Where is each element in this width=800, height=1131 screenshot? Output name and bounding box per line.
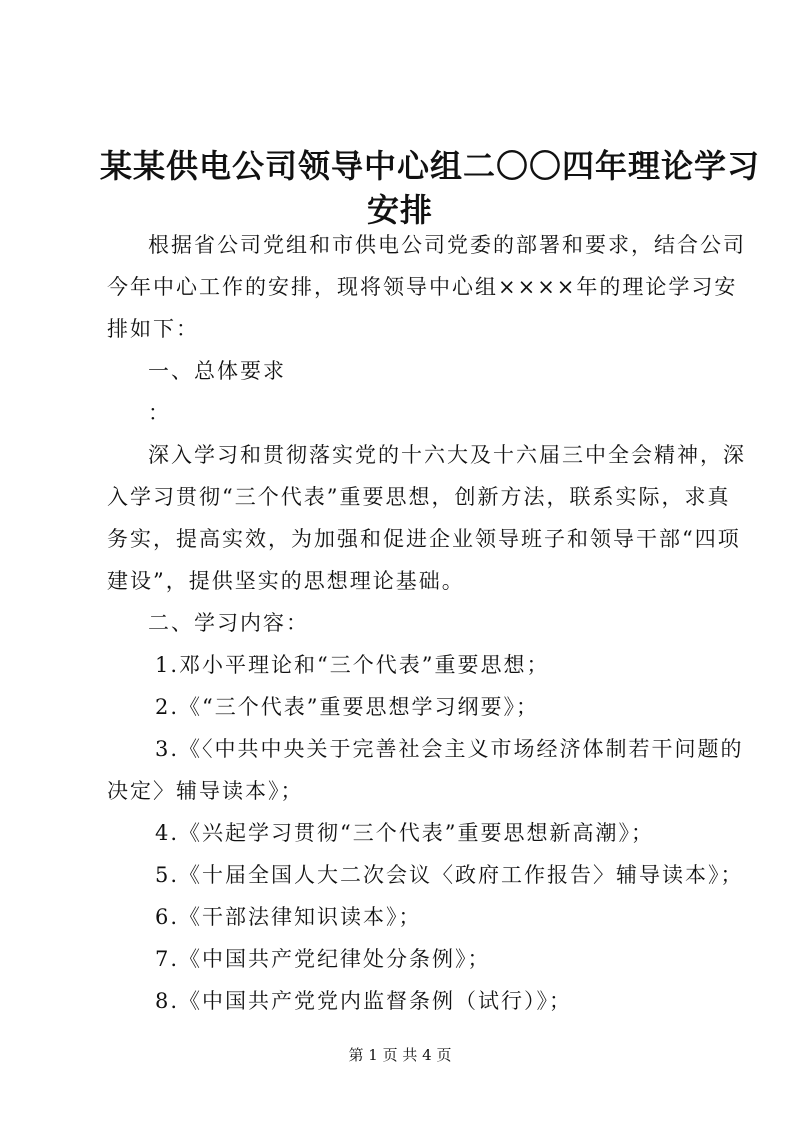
document-title-line2: 安排 xyxy=(366,191,433,229)
list-item-8: 8.《中国共产党党内监督条例（试行）》； xyxy=(155,989,573,1013)
intro-line-2: 今年中心工作的安排，现将领导中心组××××年的理论学习安 xyxy=(107,275,738,299)
list-item-2: 2.《“三个代表”重要思想学习纲要》； xyxy=(155,695,540,719)
list-item-5: 5.《十届全国人大二次会议〈政府工作报告〉辅导读本》； xyxy=(155,863,744,887)
colon-line: ： xyxy=(148,401,171,425)
list-item-6: 6.《干部法律知识读本》； xyxy=(155,905,422,929)
section2-heading: 二、学习内容： xyxy=(148,611,309,635)
section1-body-line-3: 务实，提高实效，为加强和促进企业领导班子和领导干部“四项 xyxy=(107,527,741,551)
section1-body-line-4: 建设”，提供坚实的思想理论基础。 xyxy=(107,569,465,593)
list-item-3: 3.《〈中共中央关于完善社会主义市场经济体制若干问题的 xyxy=(155,737,744,761)
section1-heading: 一、总体要求 xyxy=(148,359,286,383)
list-item-3-continued: 决定〉辅导读本》； xyxy=(107,779,304,803)
document-title-line1: 某某供电公司领导中心组二〇〇四年理论学习 xyxy=(100,147,761,185)
section1-body-line-2: 入学习贯彻“三个代表”重要思想，创新方法，联系实际，求真 xyxy=(107,485,731,509)
intro-line-1: 根据省公司党组和市供电公司党委的部署和要求，结合公司 xyxy=(148,233,746,257)
list-item-1: 1.邓小平理论和“三个代表”重要思想； xyxy=(155,653,550,677)
list-item-4: 4.《兴起学习贯彻“三个代表”重要思想新高潮》； xyxy=(155,821,655,845)
list-item-7: 7.《中国共产党纪律处分条例》； xyxy=(155,947,491,971)
section1-body-line-1: 深入学习和贯彻落实党的十六大及十六届三中全会精神，深 xyxy=(148,443,746,467)
intro-line-3: 排如下： xyxy=(107,317,199,341)
page-footer: 第 1 页 共 4 页 xyxy=(348,1046,452,1064)
